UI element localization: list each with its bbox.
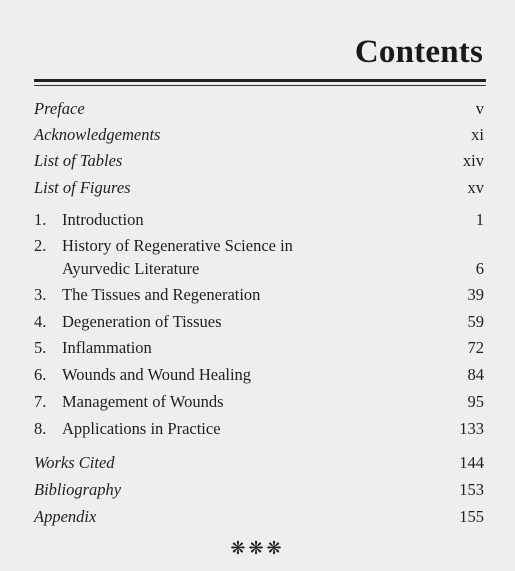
- title-rule-thick: [34, 79, 486, 82]
- toc-entry-page: 84: [467, 365, 484, 384]
- page-title: Contents: [354, 34, 483, 70]
- toc-entry-page: 144: [459, 453, 484, 472]
- toc-entry-label: Degeneration of Tissues: [62, 312, 222, 331]
- chapter-number: 1.: [34, 210, 47, 229]
- chapter-number: 2.: [34, 236, 47, 255]
- title-rule-thin: [34, 85, 486, 86]
- toc-entry-label: Appendix: [34, 507, 97, 526]
- toc-entry-page: 39: [467, 285, 484, 304]
- toc-entry-page: 1: [475, 210, 484, 229]
- chapter-number: 6.: [34, 365, 47, 384]
- toc-entry-label: Acknowledgements: [34, 125, 161, 144]
- chapter-number: 8.: [34, 419, 47, 438]
- toc-entry-label: Works Cited: [34, 453, 115, 472]
- toc-entry-label: Management of Wounds: [62, 392, 224, 411]
- toc-entry-label: List of Figures: [34, 178, 131, 197]
- toc-entry-page: 72: [467, 338, 484, 357]
- toc-entry-page: xv: [467, 178, 484, 197]
- toc-entry-label: Applications in Practice: [62, 419, 221, 438]
- toc-entry-page: 153: [459, 480, 484, 499]
- toc-entry-page: v: [475, 99, 484, 118]
- toc-entry-label: History of Regenerative Science in: [62, 236, 293, 255]
- toc-entry-label: Introduction: [62, 210, 144, 229]
- toc-entry-label: Wounds and Wound Healing: [62, 365, 252, 384]
- toc-entry-label: Bibliography: [34, 480, 122, 499]
- toc-entry-page: 155: [459, 507, 484, 526]
- chapter-number: 3.: [34, 285, 47, 304]
- chapter-number: 4.: [34, 312, 47, 331]
- toc-entry-label: List of Tables: [34, 151, 123, 170]
- toc-entry-label: Inflammation: [62, 338, 152, 357]
- toc-entry-label: Preface: [34, 99, 85, 118]
- toc-entry-page: 6: [475, 259, 484, 278]
- chapter-number: 5.: [34, 338, 47, 357]
- toc-entry-page: xi: [471, 125, 484, 144]
- toc-entry-page: 95: [467, 392, 484, 411]
- toc-entry-chapter-2[interactable]: [34, 234, 484, 280]
- toc-entry-page: xiv: [462, 151, 484, 170]
- toc-entry-page: 59: [467, 312, 484, 331]
- end-ornament: ❋❋❋: [230, 538, 285, 558]
- chapter-number: 7.: [34, 392, 47, 411]
- toc-entry-label-continued: Ayurvedic Literature: [62, 259, 200, 278]
- toc-entry-label: The Tissues and Regeneration: [62, 285, 261, 304]
- toc-entry-page: 133: [459, 419, 484, 438]
